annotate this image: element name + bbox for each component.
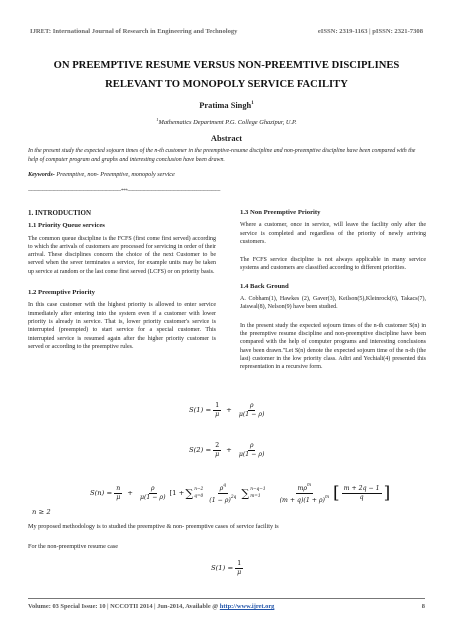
title-line-1: ON PREEMPTIVE RESUME VERSUS NON-PREEMTIVE DISCIPLINES [53, 60, 400, 71]
paragraph-fcfs: The FCFS service discipline is not always applicable in many service systems and customers are classified according to different priorities. [240, 257, 426, 272]
footer-volume [28, 603, 274, 610]
section-background: 1.4 Back Ground [240, 282, 289, 290]
abstract-heading: Abstract [210, 134, 243, 143]
paragraph-non-preemptive: Where a customer, once in service, will leave the facility only after the service is completed and regardless of the priority of newly arriving customers. [240, 222, 426, 245]
author-name: Pratima Singh [199, 101, 252, 110]
separator-rule: --------------------------------------------------------------------***-------------------------------------------------------------------- [28, 189, 221, 194]
section-preemptive: 1.2 Preemptive Priority [28, 289, 95, 297]
affiliation-mark: 1 [156, 117, 159, 122]
affiliation-text: Mathematics Department P.G. College Ghazipur, U.P. [158, 119, 297, 127]
keywords [28, 171, 425, 178]
page-number: 8 [421, 603, 425, 610]
methodology-text: My proposed methodology is to studied the preemptive & non- preemptive cases of service facility is [28, 523, 279, 530]
non-preemptive-case-text: For the non-preemptive resume case [28, 543, 119, 550]
section-non-preemptive: 1.3 Non Preemptive Priority [240, 209, 321, 216]
equation-s2-lhs: S(2) = [189, 446, 212, 454]
keywords-label: Keywords- [28, 171, 55, 178]
keywords-text: Preemptive, non- Preemptive, monopoly service [54, 171, 175, 178]
running-header [30, 28, 423, 35]
title-line-2: RELEVANT TO MONOPOLY SERVICE FACILITY [105, 79, 348, 90]
paragraph-references: A. Cobham(1), Hawkes (2), Gaver(3), Keilson(5),Kleinrock(6), Takacs(7), Jaiswal(8), Nelson(9) have been studied. [240, 296, 426, 311]
paper-title [20, 56, 433, 94]
paragraph-preemptive: In this case customer with the highest priority is allowed to enter service immediately after entering into the system even if a customer with lower priority is already in service. That is, lower priority customer's service is interrupted (preempted) to start service for a special customer. This interrupted service is resumed again after the higher priority customer is served or according to the preemptive rules. [28, 302, 216, 350]
paragraph-priority-queue: The common queue discipline is the FCFS (first come first served) according to which the arrivals of customers are processed for servicing in order of their arrival. These disciplines concern the choice of the next Customer to be served when the sever terminates a service, for example units may be taken up service at random or the last come first served (LCFS) or on priority basis. [28, 235, 216, 275]
equation-s1: S(1) = $\frac{1}{\mu}$ + $\frac{\rho}{\mu(1 - \rho)}$ [189, 402, 265, 418]
abstract-text: In the present study the expected sojourn times of the n-th customer in the preemptive-resume discipline and non-preemptive discipline have been compared with the help of computer program and graphs and interesting conclusion have been drawn. [28, 148, 416, 163]
author-mark: 1 [251, 101, 254, 107]
issn: eISSN: 2319-1163 | pISSN: 2321-7308 [317, 28, 423, 35]
affiliation [0, 117, 453, 126]
section-introduction: 1. INTRODUCTION [28, 209, 92, 217]
equation-s1b-lhs: S(1) = [211, 564, 234, 572]
running-footer [28, 603, 425, 610]
equation-sn-lhs: S(n) = [90, 489, 113, 497]
paragraph-present-study: In the present study the expected sojourn times of the n-th customer S(n) in the preemptive resume discipline and non-preemptive discipline have been compared with the help of computer programs and interesting conclusions have been drawn."Let S(n) denote the expected sojourn time of the n-th (the last) customer in the low priority class. Adiri and Yechiali(4) presented this representation in a recursive form. [240, 322, 426, 371]
footer-link[interactable]: http://www.ijret.org [219, 603, 275, 610]
right-column [240, 209, 426, 381]
author [0, 101, 453, 110]
equation-sn: S(n) = $\frac{n}{\mu}$ + $\frac{\rho}{\mu(1 - \rho)}$ [1 + ∑ n−2 q=0 $\frac{\rho^q}{(1 - \rho)^{2q}}$ ∑ n−q−1 m=1 $\frac{m\rho^m}{(m + q)(1 + \rho)^m}$ [ $\frac{m + 2q - 1}{q}$ ] [90, 483, 391, 504]
footer-rule [28, 598, 425, 599]
equation-s1-lhs: S(1) = [189, 406, 212, 414]
equation-s1-repeat: S(1) = $\frac{1}{\mu}$ [211, 560, 242, 576]
equation-condition: n ≥ 2 [32, 508, 51, 516]
section-priority-queue: 1.1 Priority Queue services [28, 222, 105, 230]
footer-volume-text: Volume: 03 Special Issue: 10 | NCCOTII 2014 | Jun-2014, Available @ [28, 603, 220, 610]
equation-s2: S(2) = $\frac{2}{\mu}$ + $\frac{\rho}{\mu(1 - \rho)}$ [189, 442, 265, 458]
left-column [28, 209, 216, 361]
journal-name: IJRET: International Journal of Research in Engineering and Technology [30, 28, 238, 35]
